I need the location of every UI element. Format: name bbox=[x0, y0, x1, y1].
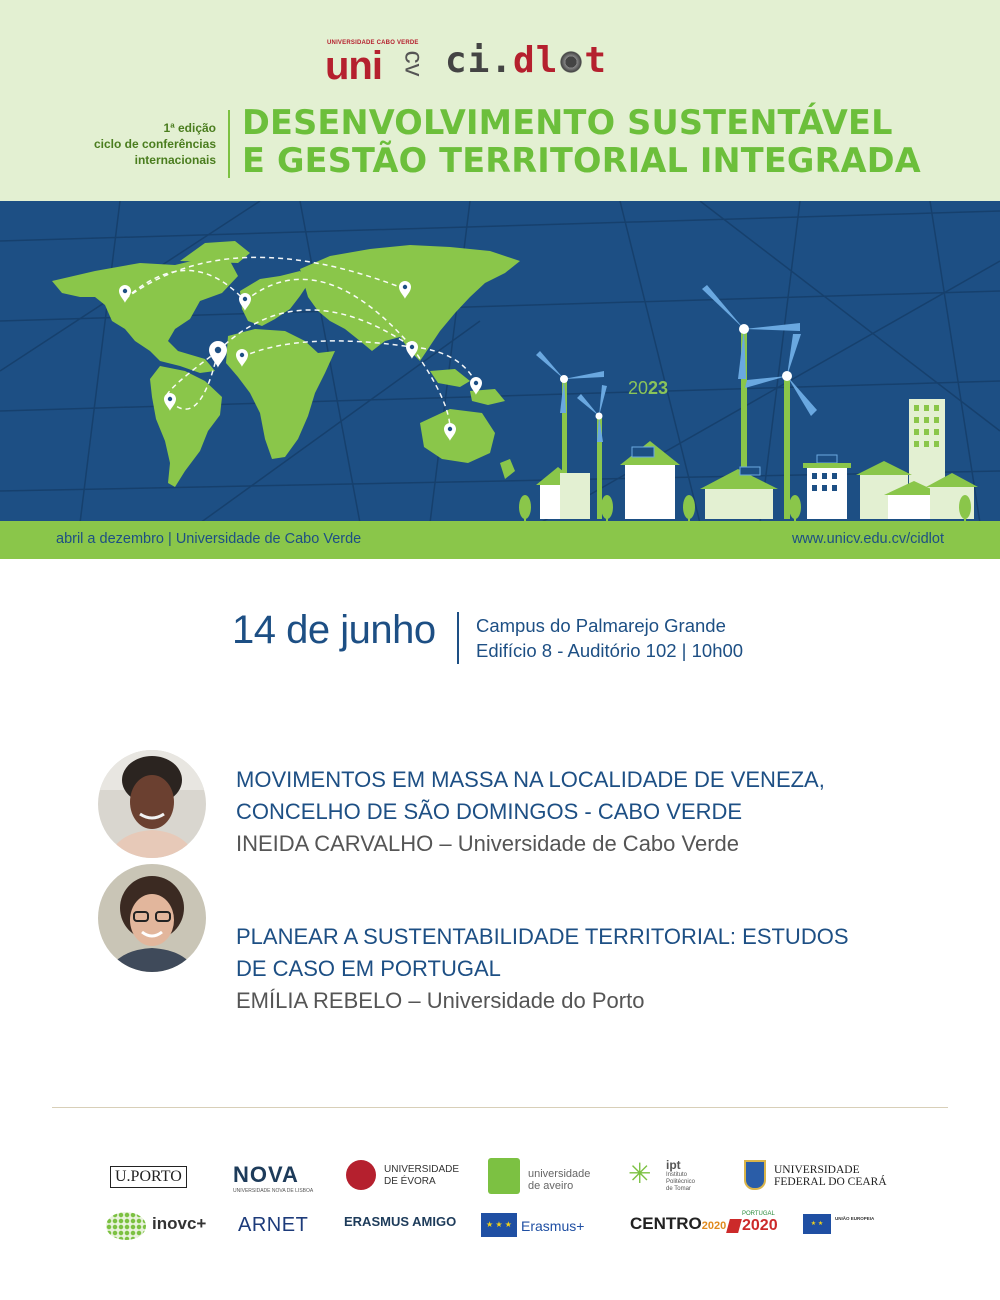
world-map-illustration bbox=[0, 201, 1000, 523]
nova-logo bbox=[233, 1162, 313, 1194]
ceara-line-2: FEDERAL DO CEARÁ bbox=[774, 1176, 887, 1188]
aveiro-line-2: de aveiro bbox=[528, 1180, 574, 1192]
talk-2 bbox=[236, 921, 876, 1017]
period-venue-text: abril a dezembro | Universidade de Cabo Verde bbox=[56, 531, 362, 547]
talk-speaker bbox=[236, 985, 876, 1017]
title-line-1: DESENVOLVIMENTO SUSTENTÁVEL bbox=[242, 103, 893, 142]
speaker-name: EMÍLIA REBELO bbox=[236, 988, 403, 1013]
footer-separator bbox=[52, 1107, 948, 1108]
date-divider bbox=[457, 612, 459, 664]
aveiro-line-1: universidade bbox=[528, 1168, 591, 1180]
ipt-logo-text: ipt bbox=[666, 1158, 681, 1172]
ipt-line-1: Instituto bbox=[666, 1172, 688, 1178]
talk-title: MOVIMENTOS EM MASSA NA LOCALIDADE DE VENEZA, CONCELHO DE SÃO DOMINGOS - CABO VERDE bbox=[236, 767, 825, 824]
edition-line: ciclo de conferências bbox=[93, 137, 216, 151]
uporto-logo-text: U.PORTO bbox=[115, 1168, 182, 1185]
centro-logo-text: CENTRO bbox=[630, 1214, 702, 1233]
portugal-emblem-icon bbox=[726, 1219, 742, 1233]
aveiro-logo-text bbox=[528, 1168, 590, 1192]
location-line-2: Edifício 8 - Auditório 102 | 10h00 bbox=[476, 640, 744, 661]
speaker-name: INEIDA CARVALHO bbox=[236, 831, 434, 856]
edition-line: internacionais bbox=[134, 153, 216, 167]
arnet-logo: ARNET bbox=[238, 1214, 309, 1236]
unicv-logo-text: uni bbox=[325, 44, 382, 88]
cidlot-logo-part3: t bbox=[584, 40, 608, 81]
event-date: 14 de junho bbox=[232, 608, 436, 652]
portugal-logo-label: PORTUGAL bbox=[742, 1211, 775, 1217]
speaker-2-avatar bbox=[98, 864, 206, 972]
evora-line-1: UNIVERSIDADE bbox=[384, 1164, 460, 1175]
event-location bbox=[476, 613, 743, 663]
nova-logo-subtitle: UNIVERSIDADE NOVA DE LISBOA bbox=[233, 1188, 314, 1194]
aveiro-emblem-icon bbox=[488, 1158, 520, 1194]
ipt-line-3: de Tomar bbox=[666, 1186, 691, 1192]
ceara-line-1: UNIVERSIDADE bbox=[774, 1164, 860, 1176]
talk-title: PLANEAR A SUSTENTABILIDADE TERRITORIAL: ESTUDOS DE CASO EM PORTUGAL bbox=[236, 924, 849, 981]
eu-flag-icon: ★ ★ bbox=[803, 1214, 831, 1234]
speaker-affiliation: – Universidade de Cabo Verde bbox=[433, 831, 740, 856]
speaker-1-avatar bbox=[98, 750, 206, 858]
centro-logo-year: 2020 bbox=[701, 1220, 727, 1232]
erasmus-amigo-logo: ERASMUS AMIGO bbox=[344, 1214, 457, 1229]
edition-info bbox=[50, 120, 216, 168]
year-part-1: 20 bbox=[628, 378, 649, 398]
nova-logo-text: NOVA bbox=[233, 1162, 299, 1187]
unicv-logo-subtitle: UNIVERSIDADE CABO VERDE bbox=[327, 40, 419, 46]
portugal-logo-year: 2020 bbox=[742, 1217, 778, 1234]
ipt-emblem-icon: ✳ bbox=[628, 1158, 652, 1189]
evora-logo-text bbox=[384, 1164, 459, 1188]
banner-illustration bbox=[0, 201, 1000, 523]
uporto-logo bbox=[110, 1166, 187, 1188]
globe-icon bbox=[558, 49, 584, 75]
title-line-2: E GESTÃO TERRITORIAL INTEGRADA bbox=[242, 141, 921, 180]
cidlot-logo-part2: dl bbox=[513, 40, 559, 81]
speaker-affiliation: – Universidade do Porto bbox=[402, 988, 645, 1013]
ceara-crest-icon bbox=[744, 1160, 766, 1190]
year-label bbox=[628, 378, 668, 399]
header bbox=[0, 0, 1000, 201]
location-line-1: Campus do Palmarejo Grande bbox=[476, 615, 726, 636]
ceara-logo-text bbox=[774, 1164, 887, 1188]
evora-emblem-icon bbox=[346, 1160, 376, 1190]
talk-speaker bbox=[236, 828, 876, 860]
unicv-logo-cv: cv bbox=[399, 50, 430, 77]
eu-flag-icon: ★ ★ ★ bbox=[481, 1213, 517, 1237]
evora-line-2: DE ÉVORA bbox=[384, 1176, 436, 1187]
website-link[interactable]: www.unicv.edu.cv/cidlot bbox=[791, 531, 944, 547]
erasmus-plus-text: Erasmus+ bbox=[521, 1218, 585, 1234]
inovc-emblem-icon bbox=[106, 1212, 146, 1240]
talk-1 bbox=[236, 764, 876, 860]
cidlot-logo bbox=[445, 40, 607, 81]
year-part-2: 23 bbox=[648, 378, 669, 398]
ipt-line-2: Politécnico bbox=[666, 1179, 696, 1185]
inovc-logo-text: inovc+ bbox=[152, 1214, 207, 1233]
info-bar bbox=[0, 521, 1000, 559]
title-divider bbox=[228, 110, 230, 178]
ipt-logo-subtitle bbox=[666, 1172, 695, 1193]
cidlot-logo-part1: ci. bbox=[445, 40, 514, 81]
centro-2020-logo bbox=[630, 1214, 726, 1234]
edition-line: 1ª edição bbox=[163, 121, 216, 135]
page-title bbox=[242, 104, 921, 180]
eu-logo-text: UNIÃO EUROPEIA bbox=[835, 1216, 875, 1221]
